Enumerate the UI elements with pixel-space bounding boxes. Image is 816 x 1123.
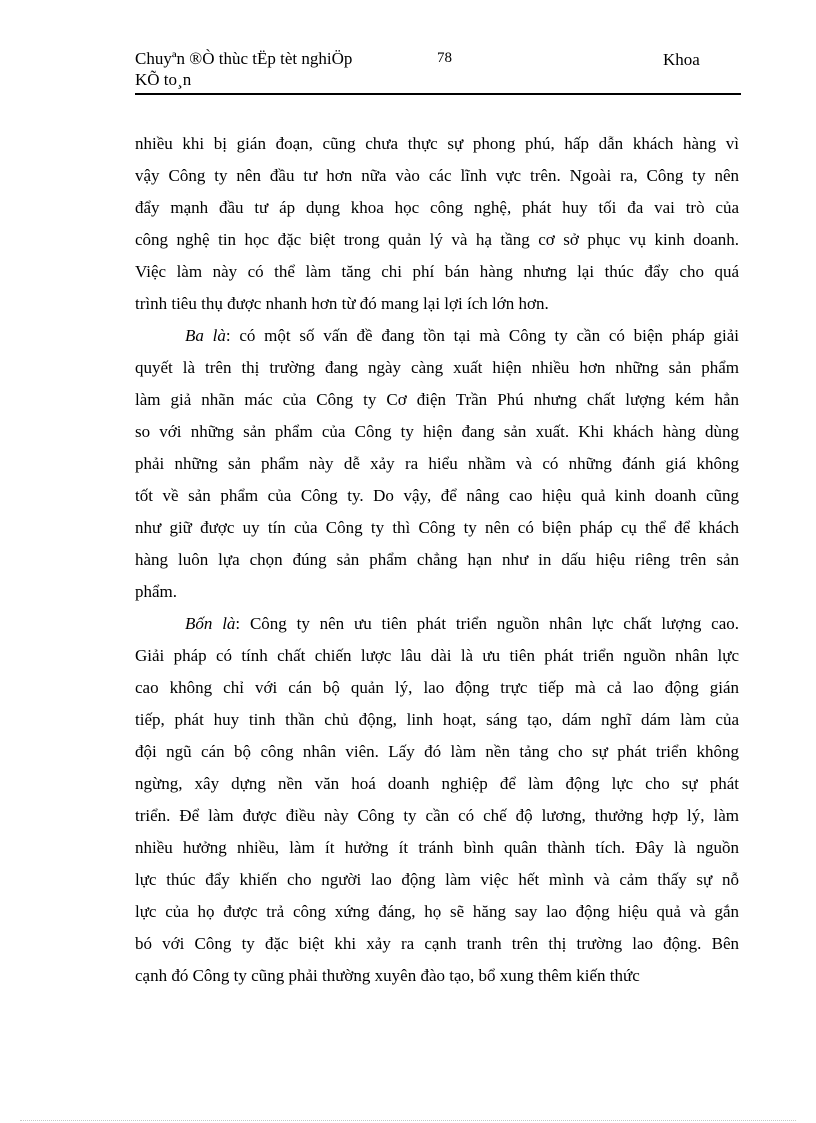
body-text	[135, 128, 739, 992]
paragraph	[135, 128, 739, 320]
line-text: công nghệ tin học đặc biệt trong quản lý và hạ tầng cơ sở phục vụ kinh doanh.	[135, 230, 739, 249]
paragraph-lead: Ba là	[185, 326, 226, 345]
text-line	[135, 736, 739, 768]
text-line	[135, 448, 739, 480]
header-right-label: Khoa	[663, 50, 700, 69]
line-text: đội ngũ cán bộ công nhân viên. Lấy đó làm nền tảng cho sự phát triển không	[135, 742, 739, 761]
line-text: quyết là trên thị trường đang ngày càng xuất hiện nhiều hơn những sản phẩm	[135, 358, 739, 377]
line-text: cạnh đó Công ty cũng phải thường xuyên đào tạo, bổ xung thêm kiến thức	[135, 966, 640, 985]
header-title-line1: Chuyªn ®Ò thùc tËp tèt nghiÖp	[135, 49, 353, 68]
text-line	[135, 640, 739, 672]
text-line	[135, 544, 739, 576]
text-line	[135, 320, 739, 352]
text-line	[135, 768, 739, 800]
line-text: : có một số vấn đề đang tồn tại mà Công ty cần có biện pháp giải	[225, 326, 739, 345]
text-line	[135, 864, 739, 896]
paragraph	[135, 608, 739, 992]
text-line	[135, 288, 739, 320]
line-text: như giữ được uy tín của Công ty thì Công ty nên có biện pháp cụ thể để khách	[135, 518, 739, 537]
text-line	[135, 832, 739, 864]
line-text: làm giả nhãn mác của Công ty Cơ điện Trần Phú nhưng chất lượng kém hẳn	[135, 390, 739, 409]
line-text: Giải pháp có tính chất chiến lược lâu dài là ưu tiên phát triển nguồn nhân lực	[135, 646, 739, 665]
text-line	[135, 928, 739, 960]
header-title	[135, 48, 352, 90]
line-text: : Công ty nên ưu tiên phát triển nguồn nhân lực chất lượng cao.	[235, 614, 739, 633]
text-line	[135, 608, 739, 640]
text-line	[135, 256, 739, 288]
text-line	[135, 896, 739, 928]
text-line	[135, 576, 739, 608]
text-line	[135, 128, 739, 160]
line-text: bó với Công ty đặc biệt khi xảy ra cạnh tranh trên thị trường lao động. Bên	[135, 934, 739, 953]
line-text: tiếp, phát huy tinh thần chủ động, linh hoạt, sáng tạo, dám nghĩ dám làm của	[135, 710, 739, 729]
footer-dotted-rule	[20, 1120, 796, 1121]
line-text: lực thúc đẩy khiến cho người lao động làm việc hết mình và cảm thấy sự nỗ	[135, 870, 739, 889]
text-line	[135, 704, 739, 736]
header-title-line2: KÕ to¸n	[135, 70, 192, 89]
text-line	[135, 672, 739, 704]
line-text: hàng luôn lựa chọn đúng sản phẩm chẳng hạn như in dấu hiệu riêng trên sản	[135, 550, 739, 569]
line-text: phải những sản phẩm này dễ xảy ra hiểu nhầm và có những đánh giá không	[135, 454, 739, 473]
paragraph-lead: Bốn là	[185, 614, 236, 633]
line-text: nhiều hưởng nhiều, làm ít hưởng ít tránh bình quân thành tích. Đây là nguồn	[135, 838, 739, 857]
line-text: đẩy mạnh đầu tư áp dụng khoa học công nghệ, phát huy tối đa vai trò của	[135, 198, 739, 217]
line-text: cao không chỉ với cán bộ quản lý, lao động trực tiếp mà cả lao động gián	[135, 678, 739, 697]
text-line	[135, 800, 739, 832]
line-text: triển. Để làm được điều này Công ty cần có chế độ lương, thưởng hợp lý, làm	[135, 806, 739, 825]
text-line	[135, 512, 739, 544]
line-text: Việc làm này có thể làm tăng chi phí bán hàng nhưng lại thúc đẩy cho quá	[135, 262, 739, 281]
paragraph	[135, 320, 739, 608]
text-line	[135, 416, 739, 448]
text-line	[135, 192, 739, 224]
text-line	[135, 480, 739, 512]
text-line	[135, 384, 739, 416]
page-number: 78	[437, 50, 452, 66]
line-text: so với những sản phẩm của Công ty hiện đang sản xuất. Khi khách hàng dùng	[135, 422, 739, 441]
line-text: phẩm.	[135, 582, 178, 601]
line-text: tốt về sản phẩm của Công ty. Do vậy, để nâng cao hiệu quả kinh doanh cũng	[135, 486, 739, 505]
line-text: lực của họ được trả công xứng đáng, họ sẽ hăng say lao động hiệu quả và gắn	[135, 902, 739, 921]
line-text: nhiều khi bị gián đoạn, cũng chưa thực sự phong phú, hấp dẫn khách hàng vì	[135, 134, 739, 153]
text-line	[135, 224, 739, 256]
line-text: vậy Công ty nên đầu tư hơn nữa vào các lĩnh vực trên. Ngoài ra, Công ty nên	[135, 166, 739, 185]
text-line	[135, 960, 739, 992]
text-line	[135, 352, 739, 384]
line-text: ngừng, xây dựng nền văn hoá doanh nghiệp để làm động lực cho sự phát	[135, 774, 739, 793]
line-text: trình tiêu thụ được nhanh hơn từ đó mang lại lợi ích lớn hơn.	[135, 294, 549, 313]
header-divider	[135, 93, 741, 95]
text-line	[135, 160, 739, 192]
